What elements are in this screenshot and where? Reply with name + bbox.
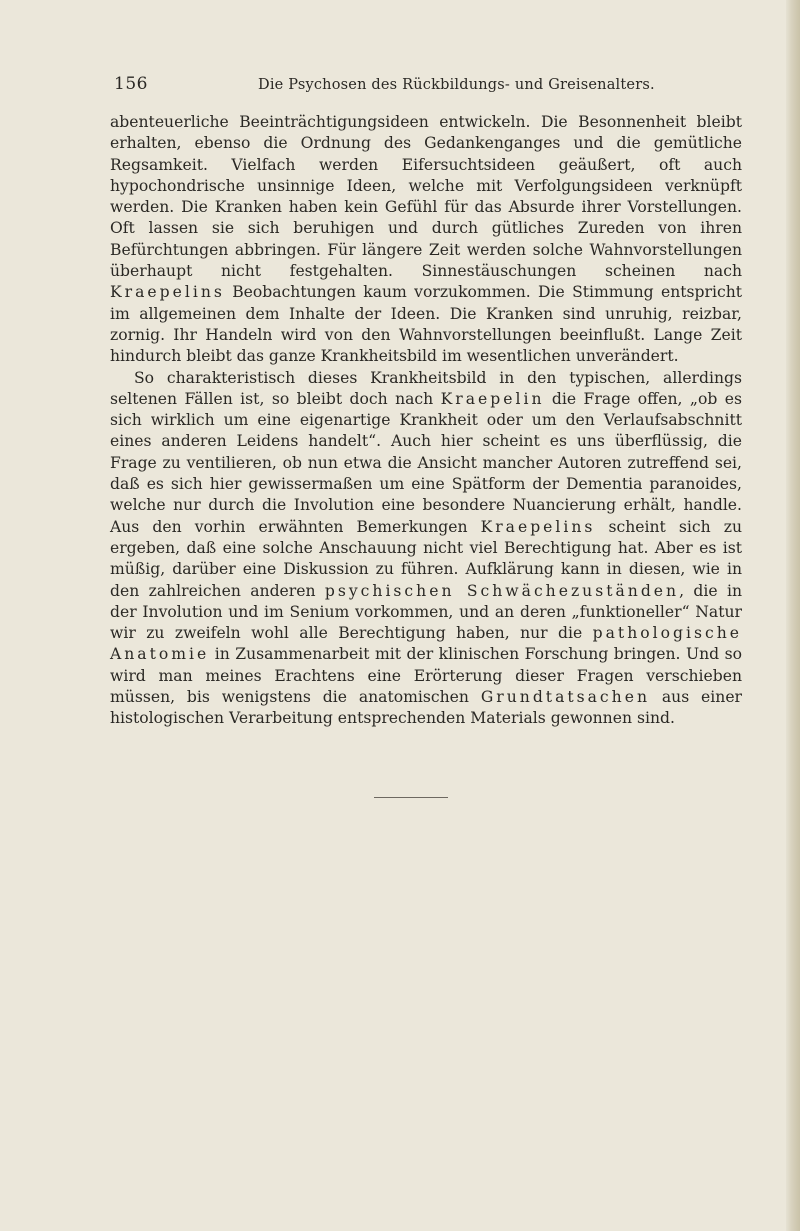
author-name-spaced: Kraepelins [110,283,225,302]
text-run: die Frage offen, „ob es sich wirklich um eine eigenartige Krankheit oder um den Verlaufsabschnitt eines anderen Leidens handelt“. Auch hier scheint es uns überflüssig, die Frage zu ventilieren, ob nun etwa die Ansicht mancher Autoren zutreffend sei, daß es sich hier gewissermaßen um eine Spätform der Dementia paranoides, welche nur durch die Involution eine besondere Nuancierung erhält, handle. Aus den vorhin erwähnten Bemerkungen [110,389,742,536]
text-run: So charakteristisch dieses Krankheitsbild in den typischen, allerdings seltenen Fällen ist, so bleibt doch nach [110,368,742,408]
emphasis-spaced: psychischen Schwächezuständen [324,581,680,600]
text-run: abenteuerliche Beeinträchtigungsideen entwickeln. Die Besonnenheit bleibt erhalten, ebenso die Ordnung des Gedankenganges und die gemütliche Regsamkeit. Vielfach werden Eifersuchtsideen geäußert, oft auch hypochondrische unsinnige Ideen, welche mit Verfolgungsideen verknüpft werden. Die Kranken haben kein Gefühl für das Absurde ihrer Vorstellungen. Oft lassen sie sich beruhigen und durch gütliches Zureden von ihren Befürchtungen abbringen. Für längere Zeit werden solche Wahnvorstellungen überhaupt nicht festgehalten. Sinnestäuschungen scheinen nach [110,113,742,281]
page-header [0,74,800,102]
paragraph-2 [110,368,742,730]
author-name-spaced: Kraepelin [440,389,545,408]
text-run: aus einer histologischen Verarbeitung entsprechenden Materials gewonnen sind. [110,688,743,728]
text-run: Beobachtungen kaum vorzukommen. Die Stimmung entspricht im allgemeinen dem Inhalte der Ideen. Die Kranken sind unruhig, reizbar, zornig. Ihr Handeln wird von den Wahnvorstellungen beeinflußt. Lange Zeit hindurch bleibt das ganze Krankheitsbild im wesentlichen unverändert. [110,283,742,366]
body-text [110,112,742,730]
running-head: Die Psychosen des Rückbildungs- und Greisenalters. [258,77,655,93]
paragraph-1 [110,112,742,368]
text-run: in Zusammenarbeit mit der klinischen Forschung bringen. Und so wird man meines Erachtens eine Erörterung dieser Fragen verschieben müssen, bis wenigstens die anatomischen [110,645,742,707]
text-run: , die in der Involution und im Senium vorkommen, und an deren „funktioneller“ Natur wir zu zweifeln wohl alle Berechtigung haben, nur die [110,581,742,643]
author-name-spaced: Kraepelins [480,517,596,536]
section-end-rule [374,797,448,798]
page-edge-shadow [786,0,800,1231]
page-number: 156 [114,74,148,94]
emphasis-spaced: Grundtatsachen [480,688,650,707]
text-run: scheint sich zu ergeben, daß eine solche Anschauung nicht viel Berechtigung hat. Aber es ist müßig, darüber eine Diskussion zu führen. Aufklärung kann in diesen, wie in den zahlreichen anderen [110,517,742,600]
emphasis-spaced: pathologische Anatomie [110,624,742,664]
